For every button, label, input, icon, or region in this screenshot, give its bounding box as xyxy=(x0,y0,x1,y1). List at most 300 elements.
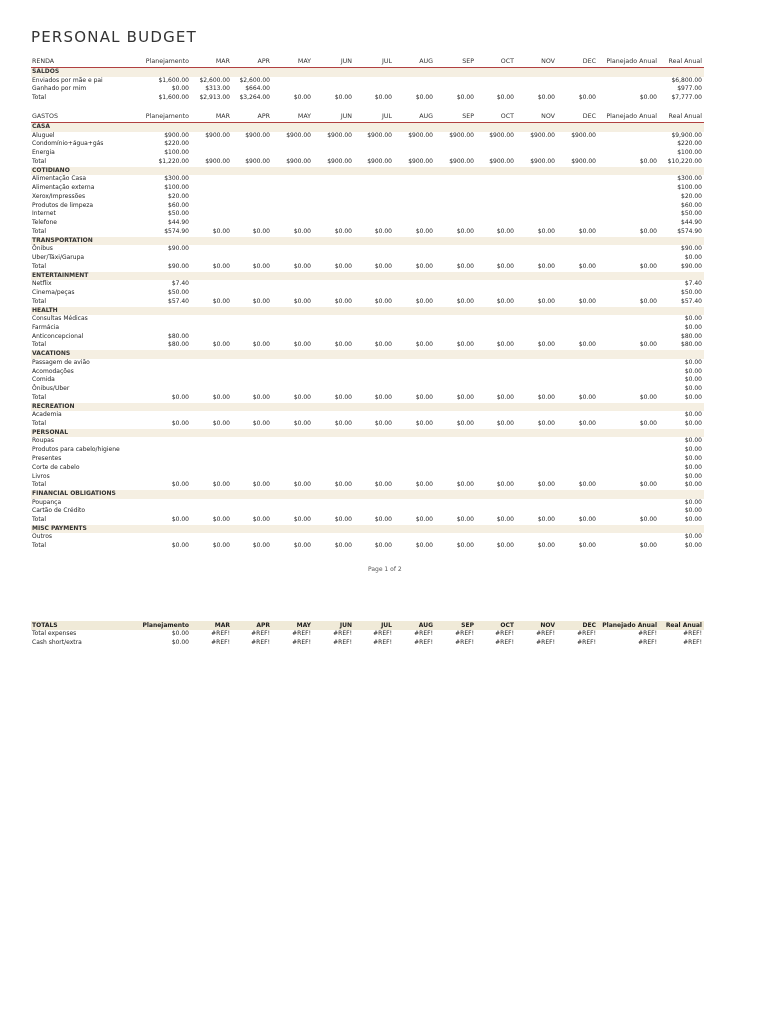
cell: $80.00 xyxy=(681,332,702,340)
cell: $0.00 xyxy=(578,227,596,235)
table-row xyxy=(31,149,704,158)
cell: $0.00 xyxy=(537,481,555,489)
cell: #REF! xyxy=(373,630,392,637)
cell: MAY xyxy=(297,113,311,120)
cell: $0.00 xyxy=(456,262,474,270)
cell: $900.00 xyxy=(205,131,230,139)
cell: $0.00 xyxy=(293,262,311,270)
row-label: RENDA xyxy=(32,58,55,65)
row-label: Total xyxy=(32,297,47,305)
table-row xyxy=(31,385,704,394)
table-row xyxy=(31,254,704,263)
cell: $0.00 xyxy=(456,94,474,102)
cell: $0.00 xyxy=(578,481,596,489)
cell: $900.00 xyxy=(367,131,392,139)
table-row xyxy=(31,228,704,237)
table-row xyxy=(31,94,704,103)
cell: #REF! xyxy=(251,638,270,646)
cell: $0.00 xyxy=(415,297,433,305)
row-label: Total xyxy=(32,94,47,102)
cell: $0.00 xyxy=(537,516,555,524)
cell: $0.00 xyxy=(415,516,433,524)
cell: $0.00 xyxy=(252,481,270,489)
row-label: Energia xyxy=(32,149,55,157)
cell: $0.00 xyxy=(212,393,230,401)
row-label: Acomodações xyxy=(32,367,74,375)
cell: $80.00 xyxy=(681,341,702,349)
cell: $313.00 xyxy=(205,85,230,93)
category-label: CASA xyxy=(32,123,51,130)
cell: $0.00 xyxy=(252,393,270,401)
cell: $900.00 xyxy=(489,131,514,139)
table-row xyxy=(31,219,704,228)
row-label: Comida xyxy=(32,376,55,384)
cell: $0.00 xyxy=(415,94,433,102)
cell: $0.00 xyxy=(578,542,596,550)
row-label: Academia xyxy=(32,411,62,419)
category-label: ENTERTAINMENT xyxy=(32,271,89,279)
category-header xyxy=(31,167,704,176)
page-title: PERSONAL BUDGET xyxy=(31,28,197,46)
cell: Real Anual xyxy=(668,58,702,65)
cell: $0.00 xyxy=(374,481,392,489)
cell: $0.00 xyxy=(456,227,474,235)
row-label: Livros xyxy=(32,472,50,480)
cell: $900.00 xyxy=(530,131,555,139)
cell: $0.00 xyxy=(334,393,352,401)
row-label: Corte de cabelo xyxy=(32,463,80,471)
row-label: Produtos para cabelo/higiene xyxy=(32,446,120,454)
cell: $0.00 xyxy=(212,341,230,349)
category-header xyxy=(31,307,704,316)
page-number: Page 1 of 2 xyxy=(368,566,402,573)
cell: $900.00 xyxy=(449,131,474,139)
cell: $0.00 xyxy=(684,542,702,550)
cell: $0.00 xyxy=(212,542,230,550)
cell: AUG xyxy=(419,113,433,120)
cell: $900.00 xyxy=(327,131,352,139)
table-row xyxy=(31,533,704,542)
income-table xyxy=(31,56,704,103)
cell: NOV xyxy=(540,622,555,629)
table-row xyxy=(31,473,704,482)
cell: $0.00 xyxy=(639,297,657,305)
cell: $0.00 xyxy=(415,262,433,270)
cell: $664.00 xyxy=(245,85,270,93)
cell: JUN xyxy=(339,622,352,629)
cell: $0.00 xyxy=(684,385,702,393)
row-label: Internet xyxy=(32,210,56,218)
cell: $0.00 xyxy=(293,227,311,235)
cell: $80.00 xyxy=(168,332,189,340)
cell: $0.00 xyxy=(684,446,702,454)
cell: $0.00 xyxy=(496,262,514,270)
table-row xyxy=(31,368,704,377)
category-label: PERSONAL xyxy=(32,428,69,436)
cell: $300.00 xyxy=(164,175,189,183)
row-label: Cartão de Crédito xyxy=(32,507,86,515)
cell: NOV xyxy=(541,113,555,120)
cell: $6,800.00 xyxy=(671,76,702,84)
row-label: GASTOS xyxy=(32,113,58,120)
cell: #REF! xyxy=(251,630,270,637)
cell: $0.00 xyxy=(171,420,189,428)
row-label: Telefone xyxy=(32,219,57,227)
cell: $0.00 xyxy=(293,393,311,401)
category-label: TRANSPORTATION xyxy=(32,236,93,244)
cell: $900.00 xyxy=(286,131,311,139)
cell: $0.00 xyxy=(415,341,433,349)
cell: $0.00 xyxy=(496,516,514,524)
cell: $0.00 xyxy=(334,227,352,235)
cell: MAR xyxy=(214,622,230,629)
table-row xyxy=(31,394,704,403)
row-label: Total expenses xyxy=(32,630,77,637)
cell: $0.00 xyxy=(171,542,189,550)
cell: MAR xyxy=(215,58,230,65)
cell: $0.00 xyxy=(415,393,433,401)
cell: $100.00 xyxy=(164,183,189,191)
category-label: FINANCIAL OBLIGATIONS xyxy=(32,490,116,498)
row-label: Roupas xyxy=(32,437,54,445)
category-label: COTIDIANO xyxy=(32,166,70,174)
row-label: Total xyxy=(32,393,47,401)
cell: $0.00 xyxy=(212,420,230,428)
cell: #REF! xyxy=(577,630,596,637)
table-row xyxy=(31,516,704,525)
row-label: Alimentação externa xyxy=(32,183,95,191)
cell: $60.00 xyxy=(681,201,702,209)
category-header xyxy=(31,403,704,412)
cell: Planejado Anual xyxy=(602,622,657,629)
table-row xyxy=(31,210,704,219)
cell: #REF! xyxy=(414,630,433,637)
cell: $7.40 xyxy=(684,280,702,288)
cell: $900.00 xyxy=(408,131,433,139)
cell: $0.00 xyxy=(684,393,702,401)
row-label: Produtos de limpeza xyxy=(32,201,94,209)
cell: $90.00 xyxy=(168,262,189,270)
cell: $0.00 xyxy=(684,420,702,428)
cell: #REF! xyxy=(211,630,230,637)
cell: $0.00 xyxy=(537,393,555,401)
cell: #REF! xyxy=(333,630,352,637)
row-label: Ganhado por mim xyxy=(32,85,87,93)
cell: $0.00 xyxy=(684,376,702,384)
cell: $0.00 xyxy=(496,420,514,428)
cell: JUN xyxy=(340,113,352,120)
cell: $0.00 xyxy=(212,297,230,305)
cell: $0.00 xyxy=(456,297,474,305)
cell: APR xyxy=(257,113,270,120)
category-header xyxy=(31,350,704,359)
cell: $0.00 xyxy=(684,481,702,489)
row-label: Farmácia xyxy=(32,323,60,331)
cell: #REF! xyxy=(455,630,474,637)
cell: $0.00 xyxy=(374,297,392,305)
cell: $0.00 xyxy=(456,516,474,524)
cell: NOV xyxy=(541,58,555,65)
cell: $0.00 xyxy=(415,481,433,489)
table-row xyxy=(31,315,704,324)
cell: $0.00 xyxy=(684,411,702,419)
cell: $0.00 xyxy=(684,472,702,480)
table-row xyxy=(31,341,704,350)
cell: $0.00 xyxy=(456,542,474,550)
cell: $0.00 xyxy=(684,533,702,541)
cell: OCT xyxy=(500,622,514,629)
column-header-row xyxy=(31,111,704,123)
cell: #REF! xyxy=(292,630,311,637)
table-row xyxy=(31,202,704,211)
table-row xyxy=(31,376,704,385)
category-header xyxy=(31,123,704,132)
table-row xyxy=(31,464,704,473)
table-row xyxy=(31,499,704,508)
cell: #REF! xyxy=(577,638,596,646)
cell: #REF! xyxy=(683,638,702,646)
cell: $0.00 xyxy=(171,85,189,93)
cell: $0.00 xyxy=(537,420,555,428)
table-row xyxy=(31,481,704,490)
cell: Planejado Anual xyxy=(606,113,657,120)
cell: $0.00 xyxy=(334,341,352,349)
cell: $100.00 xyxy=(677,149,702,157)
cell: $0.00 xyxy=(578,94,596,102)
cell: DEC xyxy=(582,58,596,65)
cell: $0.00 xyxy=(334,420,352,428)
category-label: VACATIONS xyxy=(32,350,71,358)
cell: #REF! xyxy=(495,638,514,646)
row-label: Total xyxy=(32,157,47,165)
cell: $0.00 xyxy=(684,437,702,445)
totals-row xyxy=(31,630,704,639)
table-row xyxy=(31,77,704,86)
cell: SEP xyxy=(461,622,474,629)
totals-header-row xyxy=(31,621,704,630)
cell: $2,600.00 xyxy=(239,76,270,84)
cell: #REF! xyxy=(638,638,657,646)
cell: $0.00 xyxy=(374,393,392,401)
cell: $0.00 xyxy=(578,262,596,270)
cell: Planejado Anual xyxy=(606,58,657,65)
cell: $57.40 xyxy=(168,297,189,305)
table-row xyxy=(31,359,704,368)
cell: $900.00 xyxy=(205,157,230,165)
cell: $977.00 xyxy=(677,85,702,93)
cell: DEC xyxy=(582,622,596,629)
cell: $900.00 xyxy=(327,157,352,165)
cell: $0.00 xyxy=(212,262,230,270)
cell: $0.00 xyxy=(639,262,657,270)
cell: $0.00 xyxy=(456,341,474,349)
cell: $0.00 xyxy=(684,463,702,471)
cell: $0.00 xyxy=(171,630,189,637)
cell: $0.00 xyxy=(212,516,230,524)
cell: $90.00 xyxy=(681,262,702,270)
cell: $0.00 xyxy=(334,542,352,550)
cell: $9,900.00 xyxy=(671,131,702,139)
table-row xyxy=(31,333,704,342)
cell: $100.00 xyxy=(677,183,702,191)
cell: $220.00 xyxy=(164,140,189,148)
cell: $0.00 xyxy=(639,157,657,165)
cell: $0.00 xyxy=(252,297,270,305)
table-row xyxy=(31,280,704,289)
row-label: Total xyxy=(32,262,47,270)
table-row xyxy=(31,140,704,149)
cell: $0.00 xyxy=(171,516,189,524)
cell: $0.00 xyxy=(293,542,311,550)
category-header xyxy=(31,68,704,77)
row-label: Presentes xyxy=(32,454,62,462)
cell: $0.00 xyxy=(496,341,514,349)
cell: $900.00 xyxy=(571,157,596,165)
cell: $0.00 xyxy=(212,481,230,489)
cell: $1,600.00 xyxy=(158,76,189,84)
cell: $0.00 xyxy=(537,262,555,270)
table-row xyxy=(31,132,704,141)
row-label: Aluguel xyxy=(32,131,55,139)
table-row xyxy=(31,263,704,272)
cell: $900.00 xyxy=(571,131,596,139)
row-label: Total xyxy=(32,227,47,235)
cell: $0.00 xyxy=(684,315,702,323)
cell: OCT xyxy=(500,113,514,120)
cell: Planejamento xyxy=(145,113,189,120)
cell: $0.00 xyxy=(171,638,189,646)
cell: APR xyxy=(257,58,270,65)
cell: SEP xyxy=(462,113,474,120)
cell: Planejamento xyxy=(145,58,189,65)
cell: #REF! xyxy=(373,638,392,646)
cell: $0.00 xyxy=(334,94,352,102)
table-row xyxy=(31,411,704,420)
cell: JUN xyxy=(340,58,352,65)
row-label: Total xyxy=(32,542,47,550)
cell: $0.00 xyxy=(374,516,392,524)
cell: $0.00 xyxy=(293,420,311,428)
row-label: Cinema/peças xyxy=(32,288,75,296)
cell: $0.00 xyxy=(496,481,514,489)
cell: $20.00 xyxy=(168,192,189,200)
cell: $44.90 xyxy=(168,219,189,227)
cell: #REF! xyxy=(292,638,311,646)
totals-row xyxy=(31,639,704,648)
row-label: Poupança xyxy=(32,498,62,506)
table-row xyxy=(31,542,704,551)
cell: $900.00 xyxy=(164,131,189,139)
cell: $0.00 xyxy=(639,94,657,102)
cell: JUL xyxy=(382,113,392,120)
cell: $0.00 xyxy=(456,393,474,401)
cell: $0.00 xyxy=(252,516,270,524)
category-label: RECREATION xyxy=(32,402,75,410)
cell: $0.00 xyxy=(684,498,702,506)
cell: $0.00 xyxy=(293,94,311,102)
cell: $0.00 xyxy=(684,507,702,515)
cell: $7.40 xyxy=(171,280,189,288)
table-row xyxy=(31,507,704,516)
cell: $0.00 xyxy=(684,516,702,524)
cell: $0.00 xyxy=(537,341,555,349)
cell: $10,220.00 xyxy=(667,157,702,165)
cell: $0.00 xyxy=(578,393,596,401)
cell: $0.00 xyxy=(639,227,657,235)
cell: $80.00 xyxy=(168,341,189,349)
cell: OCT xyxy=(500,58,514,65)
table-row xyxy=(31,175,704,184)
row-label: Total xyxy=(32,516,47,524)
cell: $2,600.00 xyxy=(199,76,230,84)
cell: $0.00 xyxy=(415,420,433,428)
row-label: Anticoncepcional xyxy=(32,332,84,340)
cell: $100.00 xyxy=(164,149,189,157)
cell: $0.00 xyxy=(334,516,352,524)
cell: $3,264.00 xyxy=(239,94,270,102)
cell: Planejamento xyxy=(142,622,189,629)
cell: $0.00 xyxy=(293,516,311,524)
table-row xyxy=(31,158,704,167)
row-label: TOTALS xyxy=(32,622,58,629)
cell: $0.00 xyxy=(639,393,657,401)
category-header xyxy=(31,429,704,438)
cell: $0.00 xyxy=(578,341,596,349)
cell: $0.00 xyxy=(684,323,702,331)
cell: #REF! xyxy=(211,638,230,646)
table-row xyxy=(31,184,704,193)
cell: $0.00 xyxy=(374,542,392,550)
cell: $900.00 xyxy=(449,157,474,165)
cell: $0.00 xyxy=(171,481,189,489)
cell: MAR xyxy=(215,113,230,120)
cell: #REF! xyxy=(414,638,433,646)
cell: $0.00 xyxy=(334,481,352,489)
cell: #REF! xyxy=(495,630,514,637)
cell: $2,913.00 xyxy=(199,94,230,102)
table-row xyxy=(31,298,704,307)
cell: $0.00 xyxy=(415,227,433,235)
cell: $220.00 xyxy=(677,140,702,148)
row-label: Passagem de avião xyxy=(32,358,90,366)
cell: $0.00 xyxy=(374,341,392,349)
cell: MAY xyxy=(296,622,311,629)
cell: $0.00 xyxy=(537,542,555,550)
row-label: Ônibus xyxy=(32,245,53,253)
cell: $0.00 xyxy=(684,358,702,366)
cell: $50.00 xyxy=(168,210,189,218)
cell: $0.00 xyxy=(252,542,270,550)
cell: $0.00 xyxy=(684,254,702,262)
row-label: Condomínio+água+gás xyxy=(32,140,104,148)
cell: $900.00 xyxy=(530,157,555,165)
cell: $900.00 xyxy=(286,157,311,165)
cell: $900.00 xyxy=(367,157,392,165)
cell: JUL xyxy=(382,58,392,65)
cell: $0.00 xyxy=(639,542,657,550)
expenses-table xyxy=(31,111,704,551)
cell: $574.90 xyxy=(164,227,189,235)
table-row xyxy=(31,324,704,333)
row-label: Netflix xyxy=(32,280,52,288)
table-row xyxy=(31,446,704,455)
cell: $7,777.00 xyxy=(671,94,702,102)
row-label: Alimentação Casa xyxy=(32,175,87,183)
cell: #REF! xyxy=(638,630,657,637)
cell: $0.00 xyxy=(578,420,596,428)
cell: $0.00 xyxy=(293,297,311,305)
cell: $0.00 xyxy=(252,262,270,270)
